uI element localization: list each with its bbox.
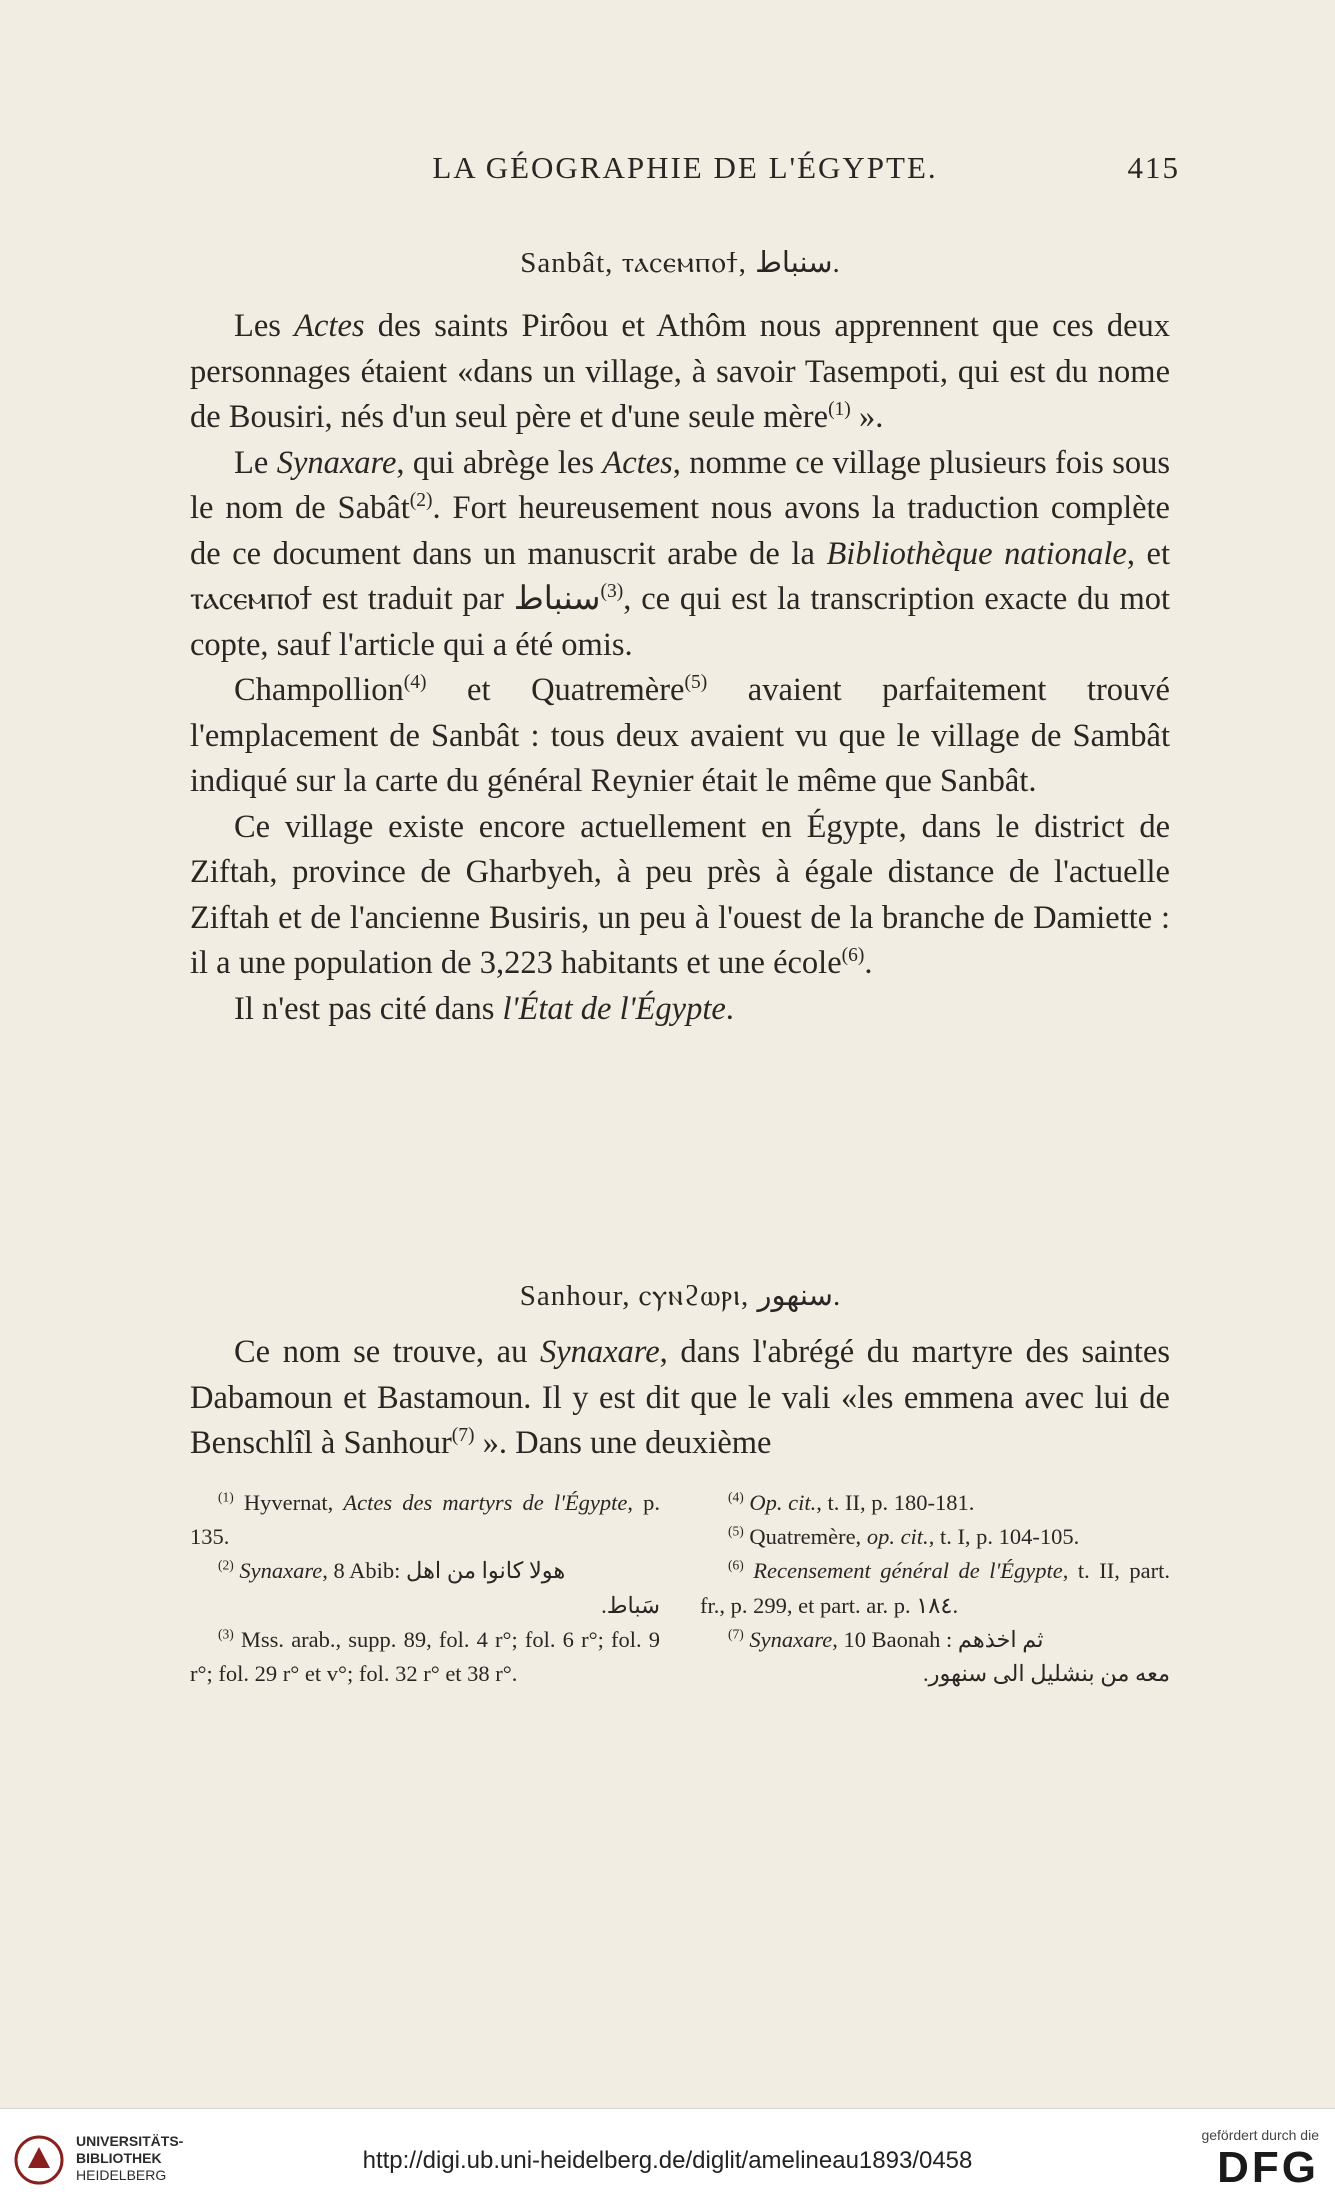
paragraph: Le Synaxare, qui abrège les Actes, nomme ce village plusieurs fois sous le nom de Sabât$^{(2)}$. Fort heureusement nous avons la traduction complète de ce document dans un manuscrit arabe de la Bibliothèque nationale, et ⲧⲁⲥⲉⲙⲡⲟϯ est traduit par سنباط$^{(3)}$, ce qui est la transcription exacte du mot copte, sauf l'article qui a été omis.	[190, 444, 1171, 663]
footnote-ref[interactable]: (2)	[409, 490, 433, 512]
page-number: 415	[1127, 150, 1180, 185]
page-url-link[interactable]: http://digi.ub.uni-heidelberg.de/diglit/amelineau1893/0458	[362, 2147, 973, 2174]
footnote-5: $^{(5)}$ Quatremère, op. cit., t. I, p. 104-105.	[728, 1523, 1080, 1550]
footnotes-right-column	[700, 1486, 1170, 1691]
section-heading-sanhour: Sanhour, ⲥⲩⲛϩⲱⲣⲓ, سنهور.	[519, 1280, 841, 1312]
footnote-3: $^{(3)}$ Mss. arab., supp. 89, fol. 4 r°; fol. 6 r°; fol. 9 r°; fol. 29 r° et v°; fol. 32 r° et 38 r°.	[190, 1626, 660, 1687]
footnotes-left-column	[190, 1486, 660, 1691]
footnote-2: $^{(2)}$ Synaxare, 8 Abib: هولا كانوا من اهل	[218, 1557, 566, 1584]
library-name: UNIVERSITÄTS- BIBLIOTHEK HEIDELBERG	[76, 2133, 184, 2183]
paragraph: Il n'est pas cité dans l'État de l'Égypte.	[234, 990, 734, 1027]
footnote-ref[interactable]: (1)	[828, 399, 851, 421]
running-header	[190, 150, 1180, 194]
footnote-ref[interactable]: (3)	[600, 581, 624, 603]
footnote-6: $^{(6)}$ Recensement général de l'Égypte, t. II, part. fr., p. 299, et part. ar. p. ١٨٤.	[700, 1557, 1171, 1618]
footnote-7-arabic: معه من بنشليل الى سنهور.	[922, 1661, 1170, 1687]
paragraph: Champollion$^{(4)}$ et Quatremère$^{(5)}$ avaient parfaitement trouvé l'emplacement de Sanbât : tous deux avaient vu que le village de Sambât indiqué sur la carte du général Reynier était le même que Sanbât.	[190, 672, 1170, 799]
footnote-ref[interactable]: (4)	[403, 672, 427, 694]
paragraph: Les Actes des saints Pirôou et Athôm nous apprennent que ces deux personnages étaient «dans un village, à savoir Tasempoti, qui est du nome de Bousiri, nés d'un seul père et d'une seule mère$^{(1)}$ ».	[190, 308, 1170, 435]
funding-note: gefördert durch die	[1201, 2127, 1319, 2143]
section-heading-sanbat: Sanbât, ⲧⲁⲥⲉⲙⲡⲟϯ, سنباط.	[520, 247, 840, 279]
footnote-4: $^{(4)}$ Op. cit., t. II, p. 180-181.	[728, 1489, 975, 1515]
footnote-2-arabic: سَباط.	[601, 1592, 660, 1618]
section-body-sanbat	[190, 304, 1170, 1032]
running-title: LA GÉOGRAPHIE DE L'ÉGYPTE.	[432, 150, 938, 185]
footnote-ref[interactable]: (7)	[451, 1425, 475, 1447]
funder-block	[1201, 2127, 1319, 2193]
viewer-footer	[0, 2108, 1335, 2212]
paragraph: Ce village existe encore actuellement en Égypte, dans le district de Ziftah, province de Gharbyeh, à peu près à égale distance de l'actuelle Ziftah et de l'ancienne Busiris, un peu à l'ouest de la branche de Damiette : il a une population de 3,223 habitants et une école$^{(6)}$.	[190, 808, 1170, 981]
footnote-1: $^{(1)}$ Hyvernat, Actes des martyrs de l'Égypte, p. 135.	[190, 1489, 661, 1550]
dfg-logo: DFG	[1217, 2143, 1319, 2192]
footnote-ref[interactable]: (5)	[684, 672, 708, 694]
footnote-ref[interactable]: (6)	[841, 945, 865, 967]
section-body-sanhour	[190, 1330, 1170, 1467]
footnote-7: $^{(7)}$ Synaxare, 10 Baonah : ثم اخذهم	[728, 1626, 1044, 1652]
paragraph: Ce nom se trouve, au Synaxare, dans l'abrégé du martyre des saintes Dabamoun et Bastamoun. Il y est dit que le vali «les emmena avec lui de Benschlîl à Sanhour$^{(7)}$ ». Dans une deuxième	[190, 1334, 1170, 1461]
